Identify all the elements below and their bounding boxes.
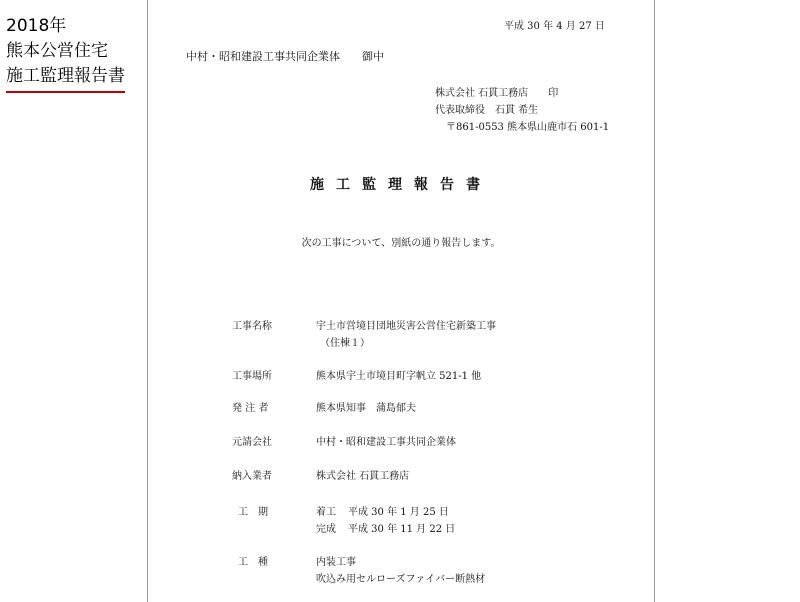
sender-representative: 代表取締役 石貫 希生: [435, 105, 539, 116]
sender-address: 〒861-0553 熊本県山鹿市石 601-1: [446, 122, 610, 133]
title-document-name: 施工監理報告書: [6, 64, 125, 93]
document-title: 施工監理報告書: [310, 177, 492, 193]
title-subject: 熊本公営住宅: [6, 41, 108, 61]
end-date: 平成 30 年 11 月 22 日: [348, 524, 456, 535]
period-start: [316, 504, 455, 521]
slide-title: [6, 14, 125, 93]
field-value-sub: 吹込み用セルローズファイバー断熱材: [316, 574, 486, 585]
seal-mark: 印: [548, 88, 559, 99]
field-value: 中村・昭和建設工事共同企業体: [316, 437, 456, 448]
field-value: 熊本県宇土市境目町字帆立 521-1 他: [316, 371, 482, 382]
field-label: 工事名称: [232, 321, 272, 332]
field-label: 工事場所: [232, 371, 272, 382]
field-value: 内装工事: [316, 557, 356, 568]
addressee: 中村・昭和建設工事共同企業体 御中: [186, 50, 384, 63]
start-tag: 着工: [316, 507, 336, 518]
field-label: 納入業者: [232, 471, 272, 482]
sender-company: [435, 84, 558, 99]
period-end: [316, 521, 455, 538]
sender-company-name: 株式会社 石貫工務店: [435, 88, 529, 99]
field-value: 株式会社 石貫工務店: [316, 471, 410, 482]
end-tag: 完成: [316, 524, 336, 535]
start-date: 平成 30 年 1 月 25 日: [348, 507, 449, 518]
field-value: 宇土市営境目団地災害公営住宅新築工事: [316, 321, 496, 332]
document-date: 平成 30 年 4 月 27 日: [504, 21, 605, 32]
field-value-sub: （住棟１）: [320, 338, 370, 349]
field-label: 元請会社: [232, 437, 272, 448]
field-label: 工 種: [238, 557, 268, 568]
field-label: 発 注 者: [232, 403, 269, 414]
field-value: 熊本県知事 蒲島郁夫: [316, 403, 416, 414]
document-page: [147, 0, 655, 602]
field-label: 工 期: [238, 507, 268, 518]
intro-text: 次の工事について、別紙の通り報告します。: [301, 238, 501, 249]
title-year: 2018年: [6, 16, 67, 36]
